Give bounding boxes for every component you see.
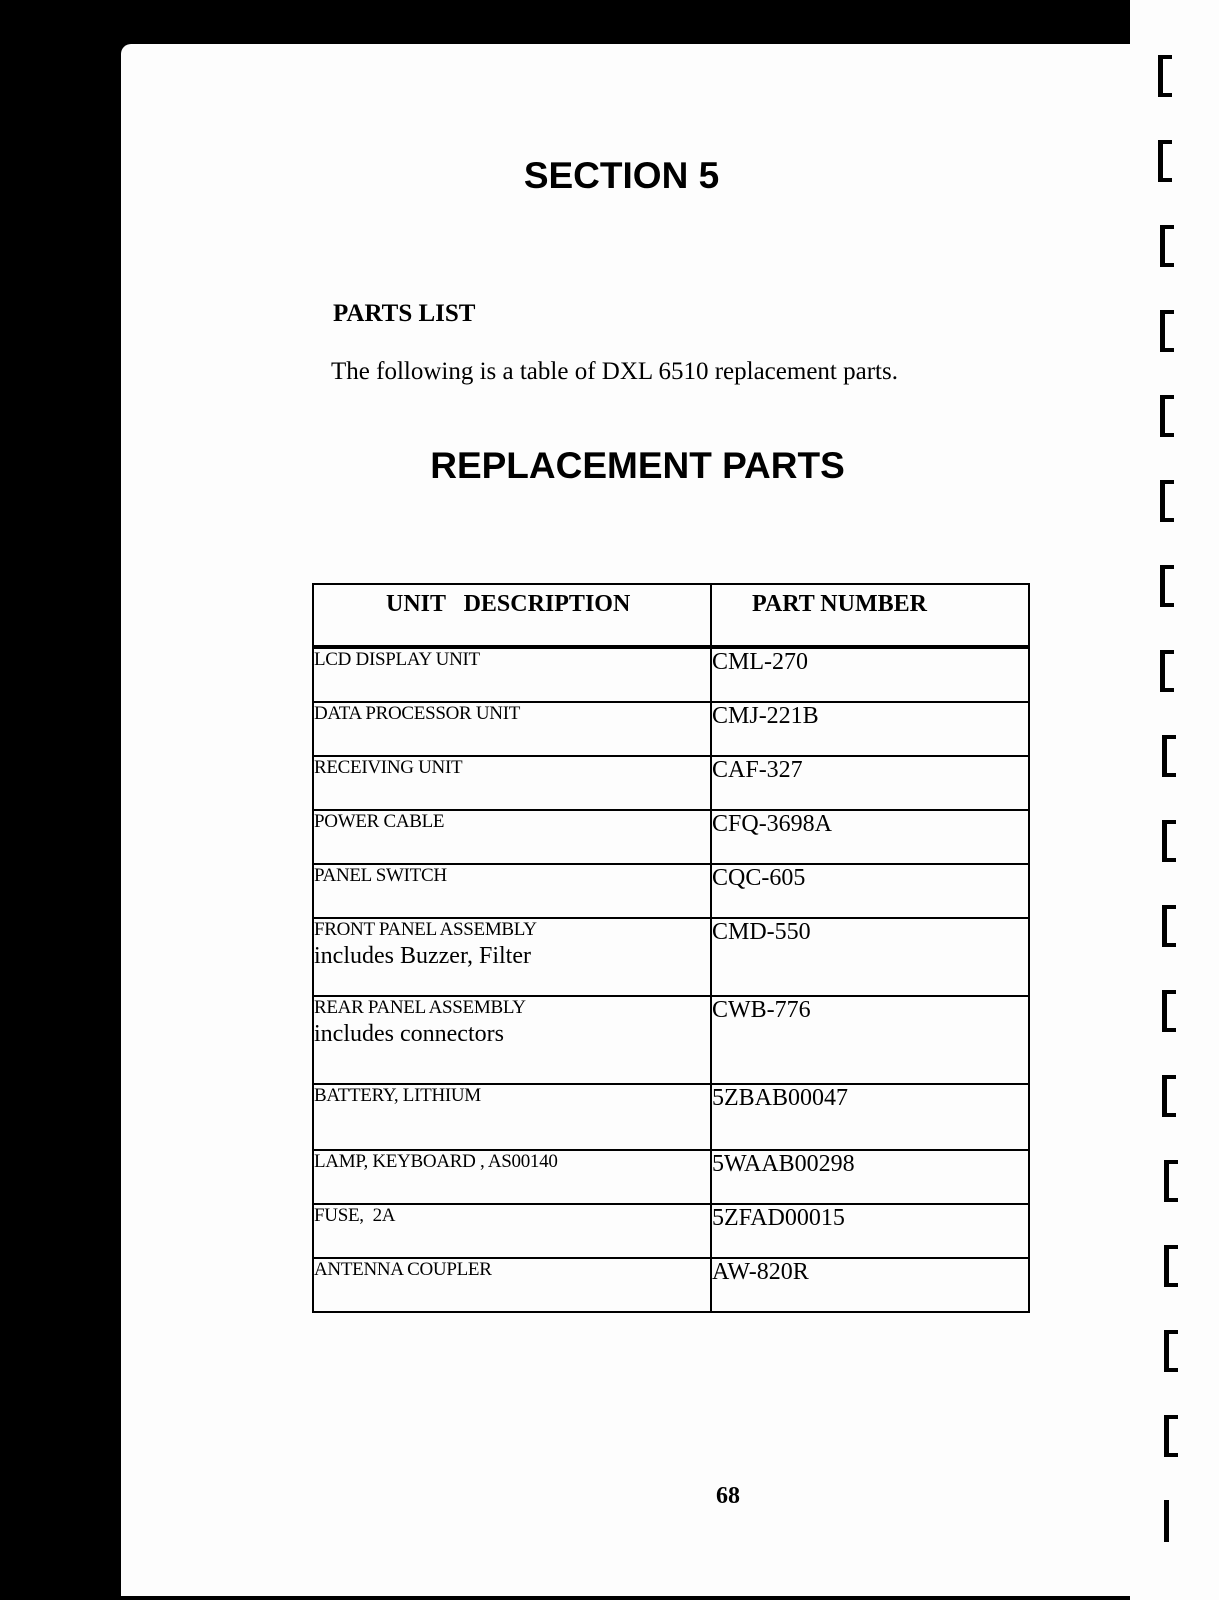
tab-mark xyxy=(1164,1330,1178,1372)
table-title: REPLACEMENT PARTS xyxy=(430,445,845,486)
description-note: includes Buzzer, Filter xyxy=(314,943,531,969)
section-title: SECTION 5 xyxy=(523,155,720,196)
table-row xyxy=(313,1084,1029,1150)
tab-mark xyxy=(1162,735,1176,777)
description-text: LAMP, KEYBOARD , AS00140 xyxy=(314,1151,558,1172)
tab-mark xyxy=(1162,905,1176,947)
description-text: BATTERY, LITHIUM xyxy=(314,1085,481,1106)
description-cell xyxy=(313,810,711,864)
tab-mark xyxy=(1160,310,1174,352)
parts-list-heading: PARTS LIST xyxy=(333,300,476,327)
part-number-cell: CQC-605 xyxy=(711,864,1029,918)
tab-mark xyxy=(1162,820,1176,862)
description-cell xyxy=(313,918,711,996)
part-number-cell: CMJ-221B xyxy=(711,702,1029,756)
part-number-cell: CAF-327 xyxy=(711,756,1029,810)
part-number-cell: CFQ-3698A xyxy=(711,810,1029,864)
page-number: 68 xyxy=(716,1483,740,1509)
table-row xyxy=(313,702,1029,756)
description-cell xyxy=(313,1204,711,1258)
part-number-cell: CWB-776 xyxy=(711,996,1029,1084)
tab-mark xyxy=(1164,1415,1178,1457)
description-note: includes connectors xyxy=(314,1021,504,1047)
part-number-cell: CMD-550 xyxy=(711,918,1029,996)
tab-mark xyxy=(1164,1245,1178,1287)
column-header-description: UNIT DESCRIPTION xyxy=(313,584,711,647)
description-text: FUSE, 2A xyxy=(314,1205,396,1226)
description-text: POWER CABLE xyxy=(314,811,445,832)
description-cell xyxy=(313,1258,711,1312)
description-text: REAR PANEL ASSEMBLY xyxy=(314,997,526,1018)
table-row xyxy=(313,647,1029,702)
tab-mark xyxy=(1164,1500,1178,1542)
replacement-parts-table xyxy=(312,583,1030,1313)
description-cell xyxy=(313,756,711,810)
table-header-row xyxy=(313,584,1029,647)
tab-mark xyxy=(1160,650,1174,692)
table-row xyxy=(313,1150,1029,1204)
table-row xyxy=(313,810,1029,864)
tab-mark xyxy=(1160,565,1174,607)
description-cell xyxy=(313,647,711,702)
tab-mark xyxy=(1160,225,1174,267)
table-row xyxy=(313,864,1029,918)
part-number-cell: AW-820R xyxy=(711,1258,1029,1312)
column-header-part-number: PART NUMBER xyxy=(711,584,1029,647)
description-text: RECEIVING UNIT xyxy=(314,757,463,778)
description-text: LCD DISPLAY UNIT xyxy=(314,649,480,670)
tab-mark xyxy=(1160,395,1174,437)
description-cell xyxy=(313,996,711,1084)
part-number-cell: 5ZFAD00015 xyxy=(711,1204,1029,1258)
description-cell xyxy=(313,1150,711,1204)
table-row xyxy=(313,756,1029,810)
intro-paragraph: The following is a table of DXL 6510 replacement parts. xyxy=(331,358,898,385)
description-cell xyxy=(313,864,711,918)
tab-mark xyxy=(1164,1160,1178,1202)
description-text: PANEL SWITCH xyxy=(314,865,447,886)
table-row xyxy=(313,918,1029,996)
description-cell xyxy=(313,1084,711,1150)
part-number-cell: 5WAAB00298 xyxy=(711,1150,1029,1204)
description-text: ANTENNA COUPLER xyxy=(314,1259,492,1280)
description-text: FRONT PANEL ASSEMBLY xyxy=(314,919,537,940)
table-row xyxy=(313,1258,1029,1312)
tab-mark xyxy=(1162,1075,1176,1117)
description-cell xyxy=(313,702,711,756)
part-number-cell: 5ZBAB00047 xyxy=(711,1084,1029,1150)
part-number-cell: CML-270 xyxy=(711,647,1029,702)
table-row xyxy=(313,1204,1029,1258)
tab-mark xyxy=(1158,55,1172,97)
description-text: DATA PROCESSOR UNIT xyxy=(314,703,521,724)
table-row xyxy=(313,996,1029,1084)
tab-mark xyxy=(1162,990,1176,1032)
